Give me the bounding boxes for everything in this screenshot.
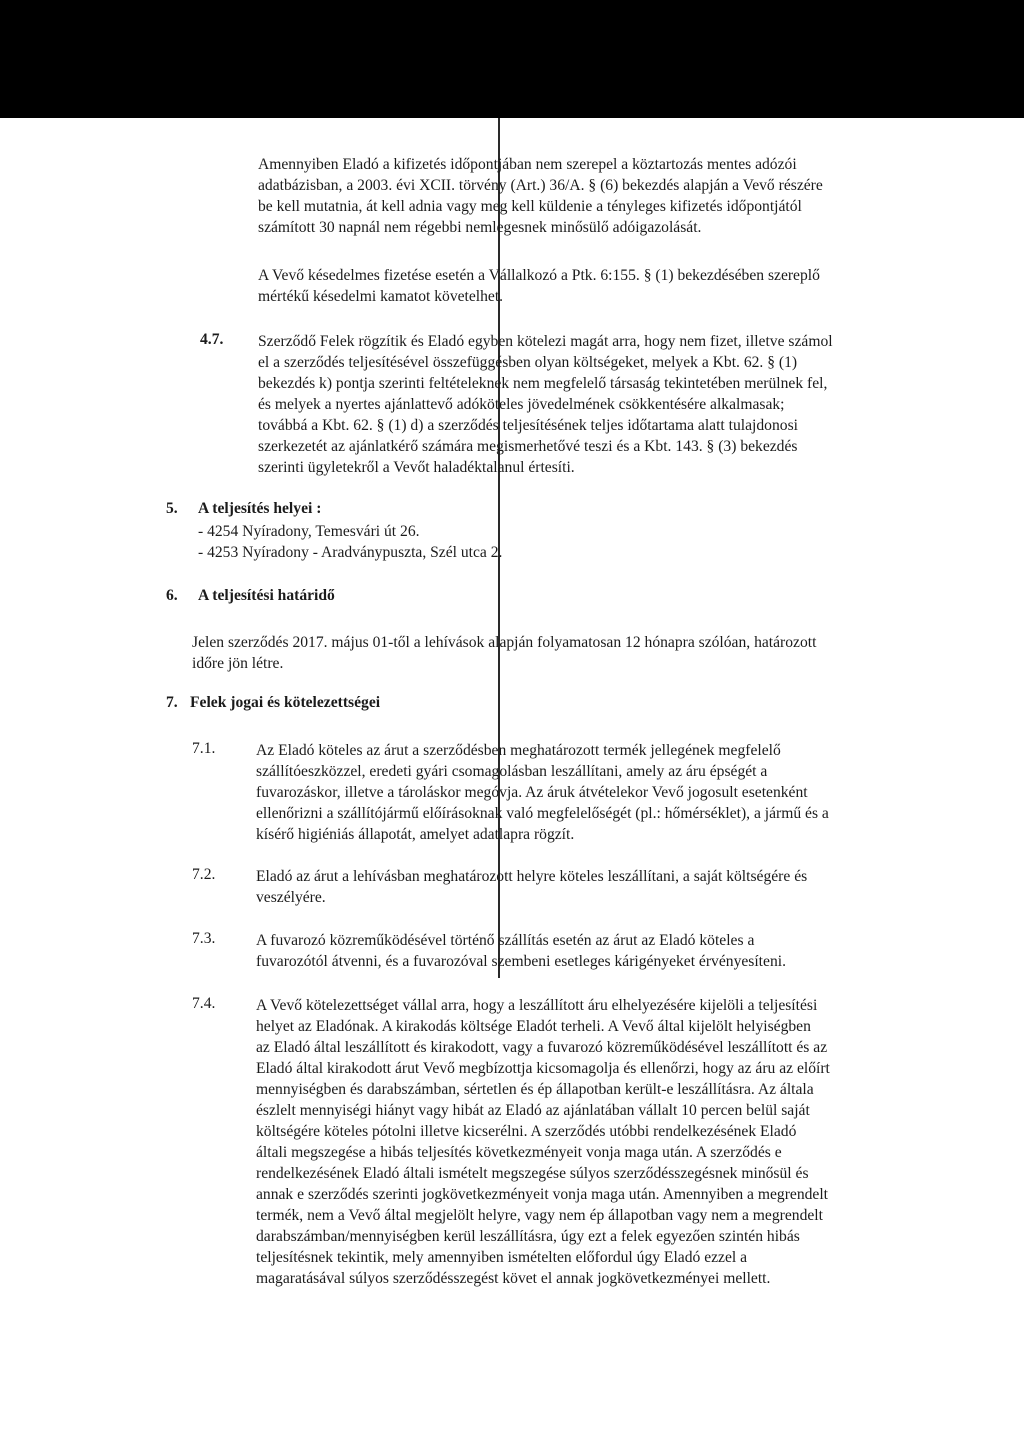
text-line: adatbázisban, a 2003. évi XCII. törvény (Art.) 36/A. § (6) bekezdés alapján a Vevő részére xyxy=(258,177,823,194)
text-line: A fuvarozó közreműködésével történő szállítás esetén az árut az Eladó köteles a xyxy=(256,932,755,949)
text-line: - 4253 Nyíradony - Aradványpuszta, Szél utca 2. xyxy=(198,544,503,561)
paragraph-tax-certificate xyxy=(258,154,926,238)
text-line: magaratásával súlyos szerződésszegést követ el annak jogkövetkezményei mellett. xyxy=(256,1270,771,1287)
text-line: fuvarozáskor, illetve a tároláskor megóvja. Az áruk átvételekor Vevő jogosult esetenként xyxy=(256,784,808,801)
text-line: mennyiségben és darabszámban, sértetlen és ép állapotban került-e leszállításra. Az általa xyxy=(256,1081,814,1098)
section-number-4-7: 4.7. xyxy=(200,331,224,348)
text-line: észlelt mennyiségi hiányt vagy hibát az Eladó az ajánlatában vállalt 10 percen belül saját xyxy=(256,1102,810,1119)
section-6-title: A teljesítési határidő xyxy=(198,587,335,604)
text-line: Szerződő Felek rögzítik és Eladó egyben kötelezi magát arra, hogy nem fizet, illetve számol xyxy=(258,333,833,350)
section-number-5: 5. xyxy=(166,500,178,517)
text-line: Eladó az árut a lehívásban meghatározott helyre köteles leszállítani, a saját költségére és xyxy=(256,868,808,885)
section-7-3-text xyxy=(256,930,926,972)
section-7-title: Felek jogai és kötelezettségei xyxy=(190,694,381,711)
text-line: költségére köteles pótolni illetve kicserélni. A szerződés utóbbi rendelkezésének Eladó xyxy=(256,1123,797,1140)
text-line: számított 30 napnál nem régebbi nemlegesnek minősülő adóigazolását. xyxy=(258,219,702,236)
text-line: darabszámban/mennyiségben kerül leszállításra, úgy ezt a felek egyezően szintén hibás xyxy=(256,1228,800,1245)
text-line: bekezdés k) pontja szerinti feltételeknek nem megfelelő társaság tekintetében merülnek fel, xyxy=(258,375,828,392)
text-line: be kell mutatnia, át kell adnia vagy meg kell küldenie a tényleges kifizetés időpontjától xyxy=(258,198,802,215)
text-line: szerinti ügyletekről a Vevőt haladéktalanul értesíti. xyxy=(258,459,575,476)
section-4-7-text xyxy=(258,331,928,478)
section-number-7-4: 7.4. xyxy=(192,995,216,1012)
text-line: annak e szerződés szerinti jogkövetkezményeit vonja maga után. Amennyiben a megrendelt xyxy=(256,1186,828,1203)
text-line: helyet az Eladónak. A kirakodás költsége Eladót terheli. A Vevő által kijelölt helyiségben xyxy=(256,1018,811,1035)
section-7-4-text xyxy=(256,995,926,1289)
scan-black-band xyxy=(0,0,1024,118)
text-line: szerkezetét az ajánlatkérő számára megismerhetővé teszi és a Kbt. 143. § (3) bekezdés xyxy=(258,438,798,455)
section-number-7: 7. xyxy=(166,694,178,711)
section-5-addresses xyxy=(198,521,698,563)
text-line: Az Eladó köteles az árut a szerződésben meghatározott termék jellegének megfelelő xyxy=(256,742,781,759)
text-line: időre jön létre. xyxy=(192,655,284,672)
text-line: fuvarozótól átvenni, és a fuvarozóval szembeni esetleges kárigényeket érvényesíteni. xyxy=(256,953,786,970)
section-6-text xyxy=(192,632,932,674)
text-line: ellenőrizni a szállítójármű előírásoknak való megfelelőségét (pl.: hőmérséklet), a jármű és a xyxy=(256,805,829,822)
section-7-1-text xyxy=(256,740,926,845)
text-line: teljesítésnek tekintik, mely amennyiben ismételten előfordul úgy Eladó ezzel a xyxy=(256,1249,748,1266)
text-line: általi megszegése a hibás teljesítés következményeit vonja maga után. A szerződés e xyxy=(256,1144,782,1161)
text-line: szállítóeszközzel, eredeti gyári csomagolásban leszállítani, amely az áru épségét a xyxy=(256,763,768,780)
section-number-7-3: 7.3. xyxy=(192,930,216,947)
section-number-6: 6. xyxy=(166,587,178,604)
section-5-title: A teljesítés helyei : xyxy=(198,500,322,517)
text-line: Jelen szerződés 2017. május 01-től a lehívások alapján folyamatosan 12 hónapra szólóan, határozott xyxy=(192,634,817,651)
text-line: el a szerződés teljesítésével összefüggésben olyan költségeket, melyek a Kbt. 62. § (1) xyxy=(258,354,798,371)
text-line: továbbá a Kbt. 62. § (1) d) a szerződés teljesítésének teljes időtartama alatt tulajdonosi xyxy=(258,417,798,434)
text-line: Amennyiben Eladó a kifizetés időpontjában nem szerepel a köztartozás mentes adózói xyxy=(258,156,797,173)
text-line: az Eladó által leszállított és kirakodott, vagy a fuvarozó közreműködésével leszállított és az xyxy=(256,1039,828,1056)
text-line: A Vevő késedelmes fizetése esetén a Vállalkozó a Ptk. 6:155. § (1) bekezdésében szereplő xyxy=(258,267,820,284)
section-number-7-1: 7.1. xyxy=(192,740,216,757)
text-line: A Vevő kötelezettséget vállal arra, hogy a leszállított áru elhelyezésére kijelöli a teljesítési xyxy=(256,997,818,1014)
section-7-2-text xyxy=(256,866,926,908)
text-line: mértékű késedelmi kamatot követelhet. xyxy=(258,288,504,305)
paragraph-late-payment xyxy=(258,265,926,307)
text-line: és melyek a nyertes ajánlattevő adóköteles jövedelmének csökkentésére alkalmasak; xyxy=(258,396,785,413)
text-line: rendelkezésének Eladó általi ismételt megszegése súlyos szerződésszegésnek minősül és xyxy=(256,1165,809,1182)
section-number-7-2: 7.2. xyxy=(192,866,216,883)
text-line: kísérő higiéniás állapotát, amelyet adatlapra rögzít. xyxy=(256,826,575,843)
text-line: veszélyére. xyxy=(256,889,326,906)
text-line: termék, nem a Vevő által megjelölt helyre, vagy nem ép állapotban vagy nem a megrendelt xyxy=(256,1207,823,1224)
text-line: Eladó által kirakodott árut Vevő megbízottja kicsomagolja és ellenőrzi, hogy az áru az előírt xyxy=(256,1060,830,1077)
text-line: - 4254 Nyíradony, Temesvári út 26. xyxy=(198,523,420,540)
